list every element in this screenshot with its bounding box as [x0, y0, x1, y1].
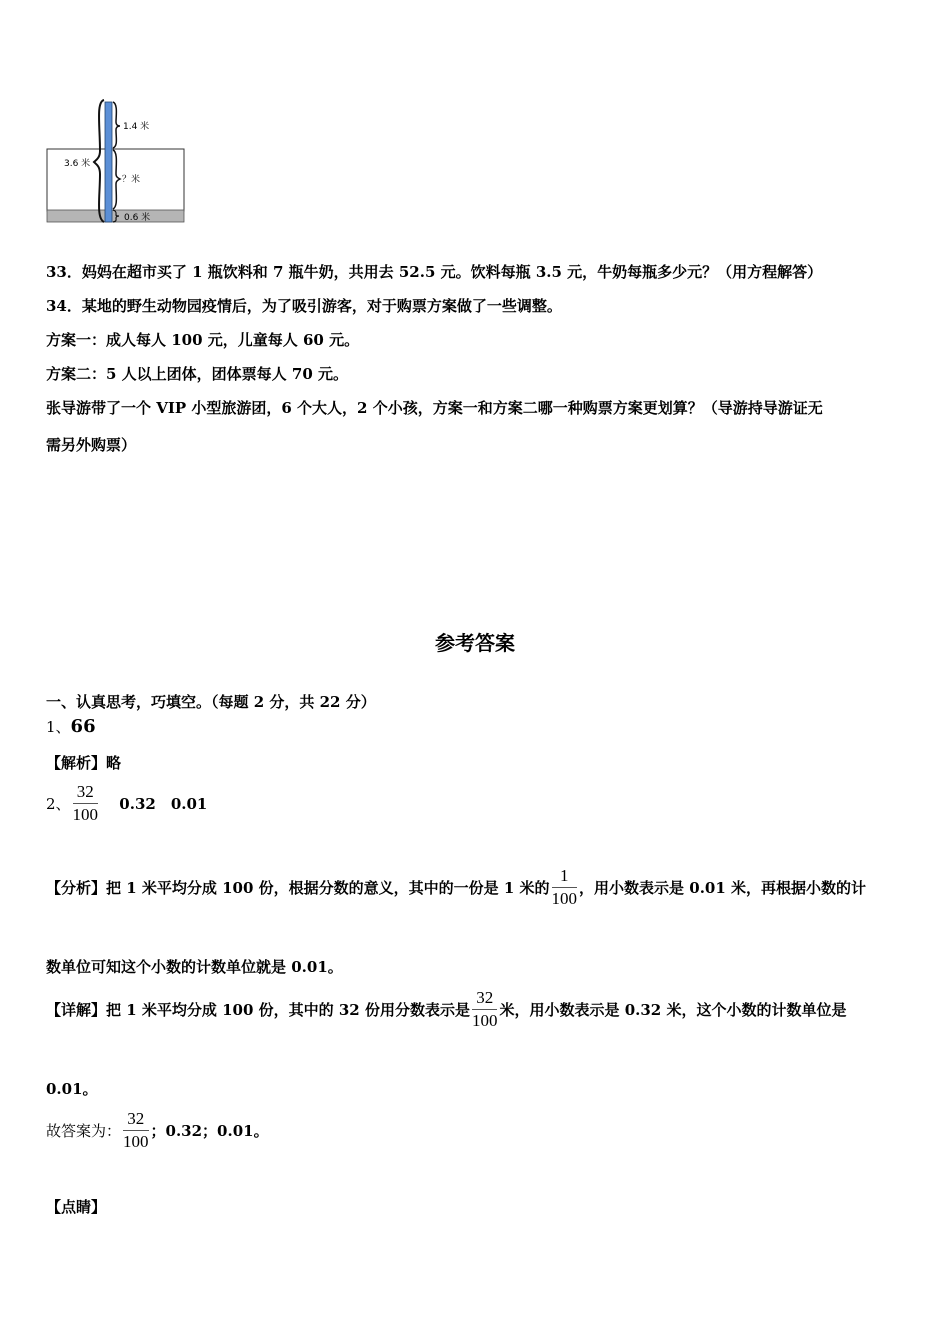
answer-2-analysis-line2: 数单位可知这个小数的计数单位就是 0.01。: [46, 958, 343, 976]
detail-post: 米，用小数表示是 0.32 米，这个小数的计数单位是: [499, 1000, 847, 1019]
answer-2-fraction: [73, 783, 99, 824]
answer-1-prefix: 1、: [46, 718, 71, 736]
fraction-denominator: 100: [471, 1010, 498, 1030]
right-brace-top: [113, 102, 120, 148]
final-fraction: [123, 1110, 149, 1151]
question-34-plan1: 方案一：成人每人 100 元，儿童每人 60 元。: [46, 331, 360, 349]
answer-2-analysis: [46, 867, 866, 908]
answer-2-final: [46, 1110, 269, 1151]
answer-1-analysis: 【解析】略: [46, 754, 122, 772]
analysis-fraction: [552, 867, 578, 908]
final-pre: 故答案为：: [46, 1121, 122, 1140]
fraction-denominator: 100: [123, 1131, 149, 1151]
question-34-line1: 张导游带了一个 VIP 小型旅游团，6 个大人，2 个小孩，方案一和方案二哪一种购票方案更划算？（导游持导游证无: [46, 399, 823, 417]
figure-svg: [44, 96, 194, 226]
label-left: 3.6 米: [64, 159, 91, 169]
answers-title: 参考答案: [435, 631, 515, 655]
detail-fraction: [472, 989, 498, 1030]
question-33: 33．妈妈在超市买了 1 瓶饮料和 7 瓶牛奶，共用去 52.5 元。饮料每瓶 3.5 元，牛奶每瓶多少元？（用方程解答）: [46, 263, 823, 281]
fraction-numerator: 32: [123, 1110, 149, 1131]
detail-pre: 【详解】把 1 米平均分成 100 份，其中的 32 份用分数表示是: [46, 1000, 470, 1019]
analysis-post: ，用小数表示是 0.01 米，再根据小数的计: [579, 878, 867, 897]
analysis-pre: 【分析】把 1 米平均分成 100 份，根据分数的意义，其中的一份是 1 米的: [46, 878, 550, 897]
question-34-intro: 34．某地的野生动物园疫情后，为了吸引游客，对于购票方案做了一些调整。: [46, 297, 562, 315]
answer-2-comment: 【点睛】: [46, 1198, 107, 1216]
pole: [105, 102, 112, 222]
answer-1-value: 66: [70, 716, 96, 737]
answer-2-values: 0.32 0.01: [119, 794, 208, 813]
fraction-numerator: 32: [472, 989, 498, 1010]
fraction-numerator: 1: [552, 867, 578, 888]
answer-2-detail: [46, 989, 846, 1030]
label-bottom: 0.6 米: [124, 213, 151, 223]
fraction-numerator: 32: [73, 783, 99, 804]
fraction-denominator: 100: [72, 804, 99, 824]
label-top: 1.4 米: [123, 122, 150, 132]
final-post: ；0.32；0.01。: [150, 1121, 269, 1140]
answer-2-detail-line2: 0.01。: [46, 1080, 98, 1098]
answer-1: [46, 716, 96, 737]
fraction-denominator: 100: [551, 888, 578, 908]
question-34-plan2: 方案二：5 人以上团体，团体票每人 70 元。: [46, 365, 348, 383]
question-34-line2: 需另外购票）: [46, 436, 137, 454]
answer-2: [46, 783, 207, 824]
section-1-heading: 一、认真思考，巧填空。（每题 2 分，共 22 分）: [46, 693, 376, 711]
label-middle: ？米: [122, 175, 141, 185]
water-depth-figure: [44, 96, 194, 226]
answer-2-prefix: 2、: [46, 794, 71, 813]
